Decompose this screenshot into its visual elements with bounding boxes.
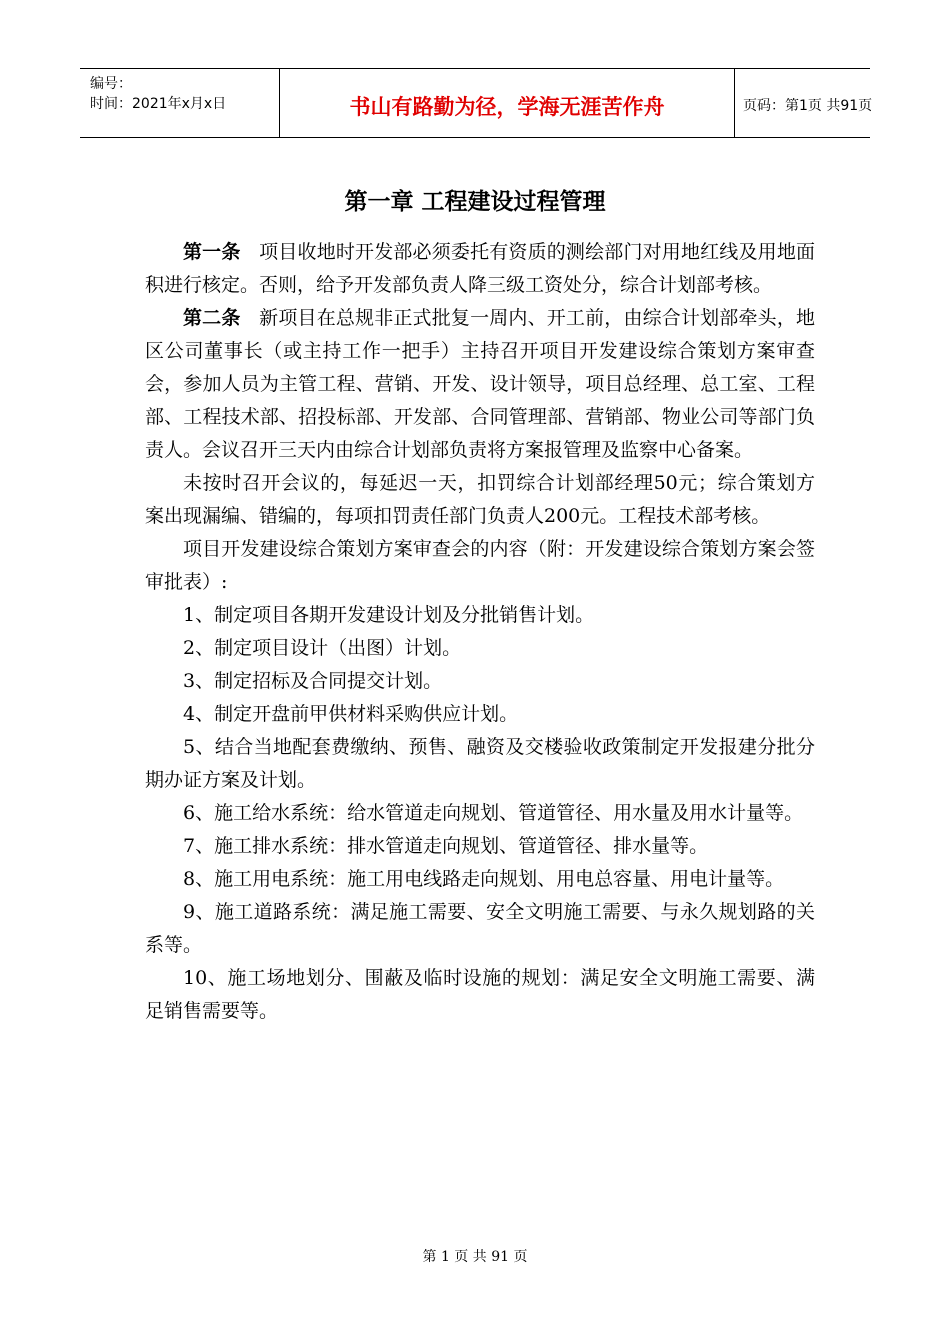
article-1-heading: 第一条 [183, 241, 241, 263]
article-1-text: 项目收地时开发部必须委托有资质的测绘部门对用地红线及用地面积进行核定。否则，给予开发部负责人降三级工资处分，综合计划部考核。 [145, 241, 815, 296]
list-item: 2、制定项目设计（出图）计划。 [183, 637, 462, 659]
header-meta-cell [80, 69, 280, 137]
list-item: 7、施工排水系统：排水管道走向规划、管道管径、排水量等。 [183, 835, 709, 857]
article-2-text: 新项目在总规非正式批复一周内、开工前，由综合计划部牵头，地区公司董事长（或主持工作一把手）主持召开项目开发建设综合策划方案审查会，参加人员为主管工程、营销、开发、设计领导，项目总经理、总工室、工程部、工程技术部、招投标部、开发部、合同管理部、营销部、物业公司等部门负责人。会议召开三天内由综合计划部负责将方案报管理及监察中心备案。 [145, 307, 815, 461]
article-2-heading: 第二条 [183, 307, 241, 329]
time-label: 时间：2021年x月x日 [90, 96, 227, 112]
page-info: 页码：第1页 共91页 [743, 98, 873, 114]
motto-text: 书山有路勤为径，学海无涯苦作舟 [349, 95, 665, 119]
number-label: 编号： [90, 76, 132, 92]
penalty-paragraph: 未按时召开会议的，每延迟一天，扣罚综合计划部经理50元；综合策划方案出现漏编、错编的，每项扣罚责任部门负责人200元。工程技术部考核。 [145, 472, 815, 527]
list-item: 9、施工道路系统：满足施工需要、安全文明施工需要、与永久规划路的关系等。 [145, 901, 815, 956]
document-body [145, 236, 815, 1028]
content-paragraph: 项目开发建设综合策划方案审查会的内容（附：开发建设综合策划方案会签审批表）: [145, 538, 815, 593]
article-1 [145, 236, 815, 302]
list-item: 5、结合当地配套费缴纳、预售、融资及交楼验收政策制定开发报建分批分期办证方案及计划。 [145, 736, 815, 791]
list-item: 1、制定项目各期开发建设计划及分批销售计划。 [183, 604, 595, 626]
header-page-cell [735, 69, 873, 137]
chapter-title: 第一章 工程建设过程管理 [344, 189, 606, 215]
list-item: 10、施工场地划分、围蔽及临时设施的规划：满足安全文明施工需要、满足销售需要等。 [145, 967, 815, 1022]
header-table [80, 68, 873, 138]
list-item: 6、施工给水系统：给水管道走向规划、管道管径、用水量及用水计量等。 [183, 802, 804, 824]
page-footer: 第 1 页 共 91 页 [422, 1249, 528, 1265]
list-item: 4、制定开盘前甲供材料采购供应计划。 [183, 703, 519, 725]
list-item: 8、施工用电系统：施工用电线路走向规划、用电总容量、用电计量等。 [183, 868, 785, 890]
article-2 [145, 302, 815, 467]
header-motto-cell [280, 69, 735, 137]
list-item: 3、制定招标及合同提交计划。 [183, 670, 443, 692]
